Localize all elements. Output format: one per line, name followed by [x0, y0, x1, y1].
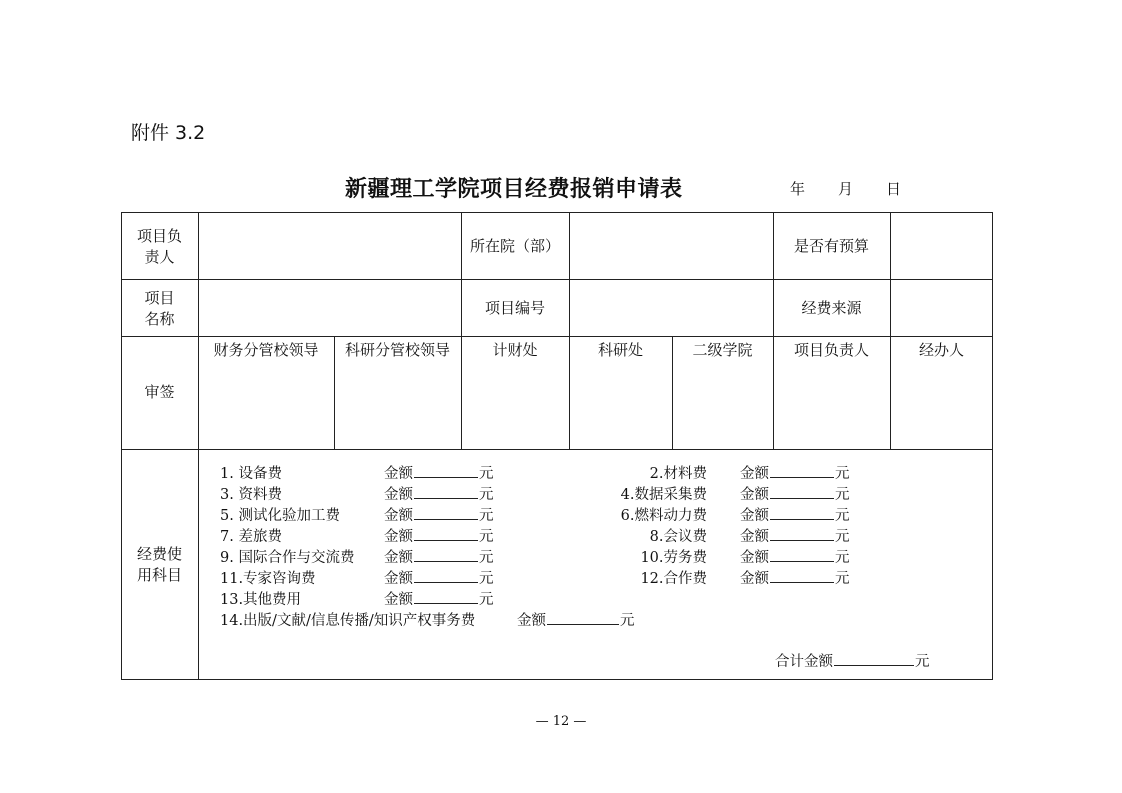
amount-field[interactable]: 金额 元 — [517, 609, 635, 630]
date-year: 年 — [790, 180, 806, 198]
amount-field[interactable]: 金额 元 — [384, 588, 494, 609]
expense-item: 5. 测试化验加工费 — [220, 508, 340, 524]
col-divider — [569, 212, 570, 449]
amount-field[interactable]: 金额 元 — [740, 504, 850, 525]
sig-col-finance-leader: 财务分管校领导 — [213, 341, 319, 359]
budget-label: 是否有预算 — [793, 237, 869, 255]
attachment-label: 附件 3.2 — [131, 122, 206, 144]
date-day: 日 — [886, 180, 902, 198]
amount-field[interactable]: 金额 元 — [384, 483, 494, 504]
amount-field[interactable]: 金额 元 — [740, 462, 850, 483]
expense-item: 3. 资料费 — [220, 487, 282, 503]
expense-item: 14.出版/文献/信息传播/知识产权事务费 — [220, 613, 476, 629]
project-no-label: 项目编号 — [484, 299, 545, 317]
expense-item: 1. 设备费 — [220, 466, 282, 482]
row-divider — [121, 336, 993, 337]
expense-item: 8.会议费 — [649, 529, 707, 545]
row-divider — [121, 449, 993, 450]
expense-item: 4.数据采集费 — [620, 487, 707, 503]
total-amount-field[interactable]: 合计金额 元 — [775, 650, 930, 671]
expense-item: 13.其他费用 — [220, 592, 302, 608]
expense-item: 2.材料费 — [649, 466, 707, 482]
amount-field[interactable]: 金额 元 — [384, 546, 494, 567]
expense-item: 10.劳务费 — [640, 550, 707, 566]
amount-field[interactable]: 金额 元 — [740, 567, 850, 588]
row-divider — [121, 279, 993, 280]
col-divider — [890, 212, 891, 449]
expense-item: 12.合作费 — [640, 571, 707, 587]
expense-item: 11.专家咨询费 — [220, 571, 316, 587]
fund-source-label: 经费来源 — [801, 299, 862, 317]
sig-col-finance-office: 计财处 — [492, 341, 538, 359]
sign-label: 审签 — [144, 383, 175, 401]
dept-label: 所在院（部） — [469, 237, 560, 255]
project-name-label: 项目 名称 — [144, 289, 175, 328]
amount-field[interactable]: 金额 元 — [384, 567, 494, 588]
sig-col-research-leader: 科研分管校领导 — [344, 341, 450, 359]
col-divider — [198, 212, 199, 680]
sig-col-research-office: 科研处 — [597, 341, 643, 359]
sig-col-project-leader: 项目负责人 — [793, 341, 869, 359]
page-number: — 12 — — [535, 714, 587, 729]
amount-field[interactable]: 金额 元 — [384, 504, 494, 525]
expense-item: 7. 差旅费 — [220, 529, 282, 545]
amount-field[interactable]: 金额 元 — [740, 483, 850, 504]
date-month: 月 — [838, 180, 854, 198]
expense-item: 9. 国际合作与交流费 — [220, 550, 355, 566]
amount-field[interactable]: 金额 元 — [740, 546, 850, 567]
expense-item: 6.燃料动力费 — [620, 508, 707, 524]
amount-field[interactable]: 金额 元 — [384, 525, 494, 546]
amount-field[interactable]: 金额 元 — [740, 525, 850, 546]
form-title: 新疆理工学院项目经费报销申请表 — [345, 177, 683, 202]
usage-label: 经费使 用科目 — [136, 545, 182, 584]
amount-field[interactable]: 金额 元 — [384, 462, 494, 483]
leader-label: 项目负 责人 — [136, 227, 182, 266]
sig-col-handler: 经办人 — [918, 341, 964, 359]
sig-col-college: 二级学院 — [692, 341, 753, 359]
